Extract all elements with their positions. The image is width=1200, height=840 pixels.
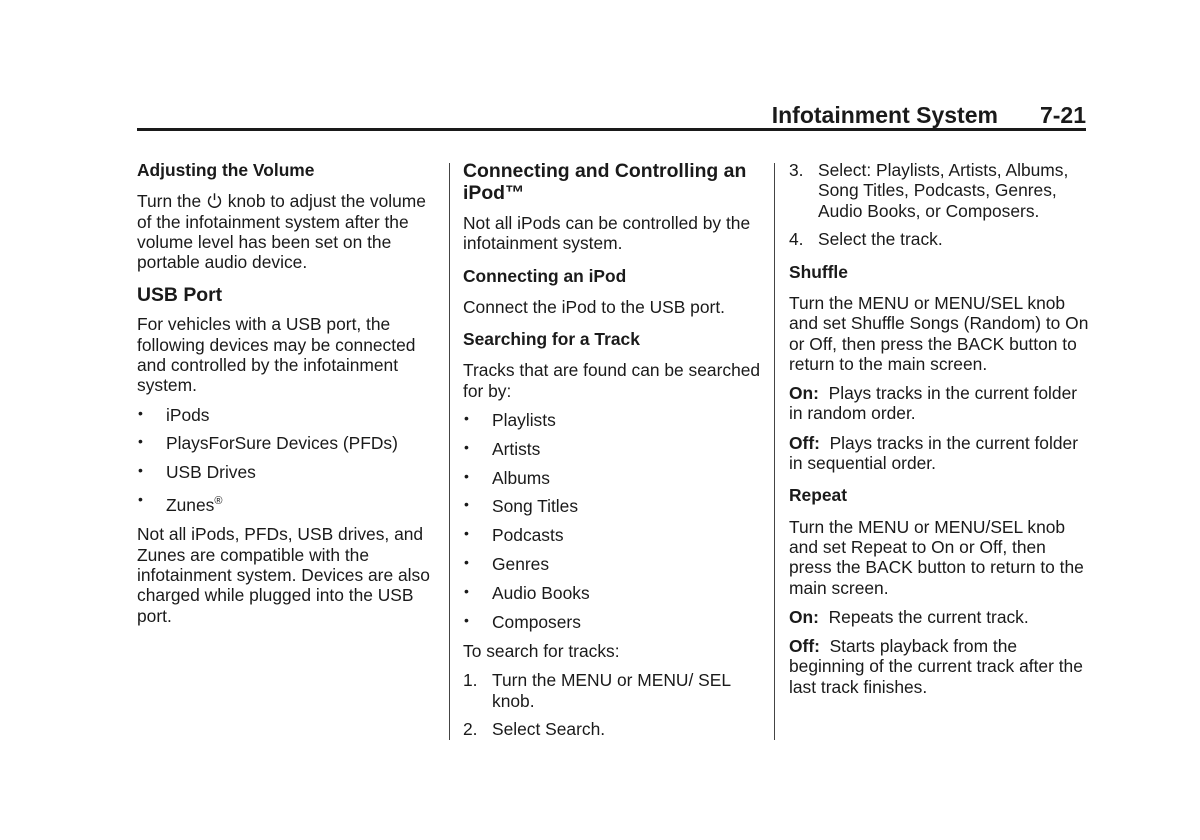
step-item: 1. Turn the MENU or MENU/ SEL knob. (463, 670, 731, 711)
page-number: 7-21 (1039, 102, 1086, 128)
connecting-text: Connect the iPod to the USB port. (463, 296, 725, 317)
adjust-volume-text: Turn the knob to adjust the volume of the infotainment system after the volume level has been set on the portable audio device. (137, 191, 426, 273)
section-title: Infotainment System (771, 102, 998, 128)
usb-port-heading: USB Port (137, 284, 223, 307)
list-item: • PlaysForSure Devices (PFDs) (138, 433, 398, 454)
power-icon (206, 192, 223, 209)
to-search-text: To search for tracks: (463, 640, 620, 661)
ipod-heading: Connecting and Controlling an iPod™ (463, 160, 747, 204)
searching-heading: Searching for a Track (463, 329, 640, 350)
search-categories-list (463, 410, 763, 632)
registered-mark: ® (214, 495, 223, 508)
repeat-off: Off: Starts playback from the beginning of the current track after the last track finishes. (789, 636, 1083, 697)
ipod-intro: Not all iPods can be controlled by the infotainment system. (463, 213, 751, 254)
repeat-on: On: Repeats the current track. (789, 606, 1029, 627)
search-steps (463, 670, 763, 739)
page-header (137, 100, 1086, 130)
list-item: • Podcasts (464, 525, 564, 546)
shuffle-heading: Shuffle (789, 261, 848, 282)
list-item: • Genres (464, 554, 550, 575)
column-divider (774, 163, 775, 740)
list-item: • USB Drives (138, 462, 256, 483)
compatibility-text: Not all iPods, PFDs, USB drives, and Zunes are compatible with the infotainment system. Devices are also charged while plugged into the USB port. (137, 524, 430, 626)
list-item: • Audio Books (464, 582, 590, 603)
step-item: 2. Select Search. (463, 719, 606, 740)
step-item: 3. Select: Playlists, Artists, Albums, Song Titles, Podcasts, Genres, Audio Books, or Composers. (789, 160, 1069, 221)
shuffle-text: Turn the MENU or MENU/SEL knob and set Shuffle Songs (Random) to On or Off, then press the BACK button to return to the main screen. (789, 292, 1089, 374)
usb-intro: For vehicles with a USB port, the following devices may be connected and controlled by the infotainment system. (137, 314, 416, 396)
shuffle-off: Off: Plays tracks in the current folder in sequential order. (789, 432, 1078, 474)
list-item: • Artists (464, 438, 541, 459)
list-item: • Playlists (464, 410, 556, 431)
column-left (137, 160, 437, 635)
adjust-volume-heading: Adjusting the Volume (137, 160, 315, 180)
list-item: • Zunes® (138, 491, 223, 516)
step-item: 4. Select the track. (789, 229, 943, 250)
repeat-text: Turn the MENU or MENU/SEL knob and set Repeat to On or Off, then press the BACK button to return to the main screen. (789, 516, 1084, 598)
repeat-heading: Repeat (789, 485, 847, 506)
searching-intro: Tracks that are found can be searched for by: (463, 360, 761, 401)
list-item: • Composers (464, 611, 581, 632)
search-steps-continued (789, 160, 1089, 250)
column-divider (449, 163, 450, 740)
connecting-heading: Connecting an iPod (463, 265, 627, 286)
list-item: • Song Titles (464, 496, 579, 517)
shuffle-on: On: Plays tracks in the current folder in random order. (789, 383, 1078, 424)
column-middle (463, 160, 763, 749)
header-rule (137, 128, 1086, 131)
list-item: • Albums (464, 467, 550, 488)
list-item: • iPods (138, 404, 210, 425)
device-list (137, 405, 437, 516)
column-right (789, 160, 1089, 706)
